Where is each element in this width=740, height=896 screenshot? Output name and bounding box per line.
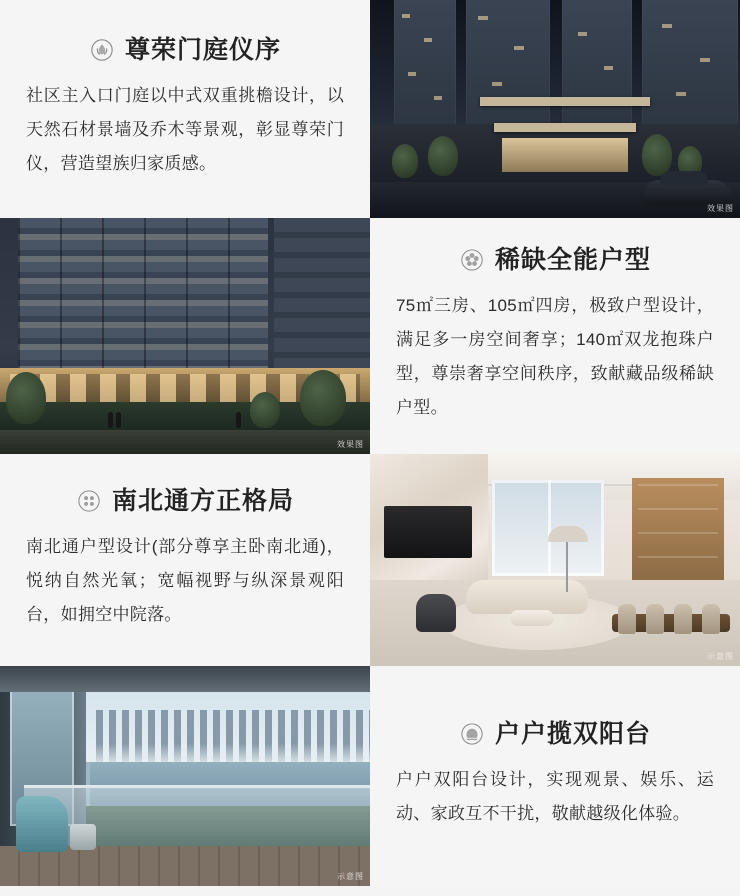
- section-balcony-body: 户户双阳台设计，实现观景、娱乐、运动、家政互不干扰，敬献越级化体验。: [396, 770, 714, 823]
- dining-chair-4: [702, 604, 720, 634]
- section-ventilation-title: 南北通方正格局: [111, 486, 294, 515]
- sofa: [466, 580, 588, 614]
- section-layout-text: [370, 218, 740, 454]
- facade-render-photo: [0, 218, 370, 454]
- tower-left: [394, 0, 456, 140]
- section-gate-text: [0, 0, 370, 218]
- dining-chair-3: [674, 604, 692, 634]
- interior-render-caption: 示意图: [707, 652, 734, 661]
- facade-render-caption: 效果图: [337, 440, 364, 449]
- section-layout-body: 75㎡三房、105㎡四房，极致户型设计，满足多一房空间奢享；140㎡双龙抱珠户型，尊崇奢享空间秩序，致献藏品级稀缺户型。: [396, 296, 714, 417]
- balcony-render-photo: [0, 666, 370, 886]
- section-gate-body: 社区主入口门庭以中式双重挑檐设计，以天然石材景墙及乔木等景观，彰显尊荣门仪，营造望族归家质感。: [26, 86, 344, 173]
- balcony-soffit: [0, 666, 370, 692]
- tree-right: [642, 134, 672, 176]
- section-layout-heading: [396, 247, 714, 273]
- city-skyline: [96, 710, 370, 766]
- person-c: [236, 412, 241, 428]
- entrance-light-wall: [502, 138, 628, 172]
- tower-right-center: [562, 0, 632, 138]
- wood-shelving: [632, 478, 724, 582]
- person-b: [116, 412, 121, 428]
- gate-render-caption: 效果图: [707, 204, 734, 213]
- living-room-window: [492, 480, 604, 576]
- section-layout: [0, 218, 740, 454]
- tree-b: [300, 370, 346, 426]
- entrance-lower-eave: [494, 123, 636, 132]
- floor-lamp: [566, 536, 568, 592]
- section-gate-title: 尊荣门庭仪序: [124, 35, 281, 64]
- tower-far-right: [642, 0, 738, 140]
- section-ventilation-heading: [26, 488, 344, 514]
- balcony-deck: [0, 846, 370, 886]
- plaza-paving: [0, 430, 370, 454]
- section-balcony-heading: [396, 721, 714, 747]
- section-gate: [0, 0, 740, 218]
- section-ventilation-body: 南北通户型设计(部分尊享主卧南北通)，悦纳自然光氧；宽幅视野与纵深景观阳台，如拥空中院落。: [26, 537, 344, 624]
- dining-chair-2: [646, 604, 664, 634]
- lotus-medallion-icon: [89, 37, 115, 63]
- section-balcony-text: [370, 666, 740, 886]
- tree-c: [250, 392, 280, 428]
- side-table: [70, 824, 96, 850]
- tree-a: [6, 372, 46, 424]
- dots-medallion-icon: [76, 488, 102, 514]
- dining-chair-1: [618, 604, 636, 634]
- interior-render-photo: [370, 454, 740, 666]
- section-layout-title: 稀缺全能户型: [494, 245, 651, 274]
- entrance-upper-eave: [480, 97, 650, 106]
- section-ventilation-text: [0, 454, 370, 666]
- balcony-armchair: [16, 796, 68, 852]
- balcony-grid: [18, 218, 268, 388]
- person-a: [108, 412, 113, 428]
- section-balcony-title: 户户揽双阳台: [494, 719, 651, 748]
- section-balcony: [0, 666, 740, 886]
- section-gate-heading: [26, 37, 344, 63]
- coffee-table: [510, 610, 554, 626]
- flower-medallion-icon: [459, 247, 485, 273]
- television: [384, 506, 472, 558]
- gate-render-photo: [370, 0, 740, 218]
- secondary-tower: [274, 218, 370, 368]
- shell-medallion-icon: [459, 721, 485, 747]
- balcony-render-caption: 示意图: [337, 872, 364, 881]
- section-ventilation: [0, 454, 740, 666]
- lounge-chair: [416, 594, 456, 632]
- tree-left: [428, 136, 458, 176]
- tree-left-2: [392, 144, 418, 178]
